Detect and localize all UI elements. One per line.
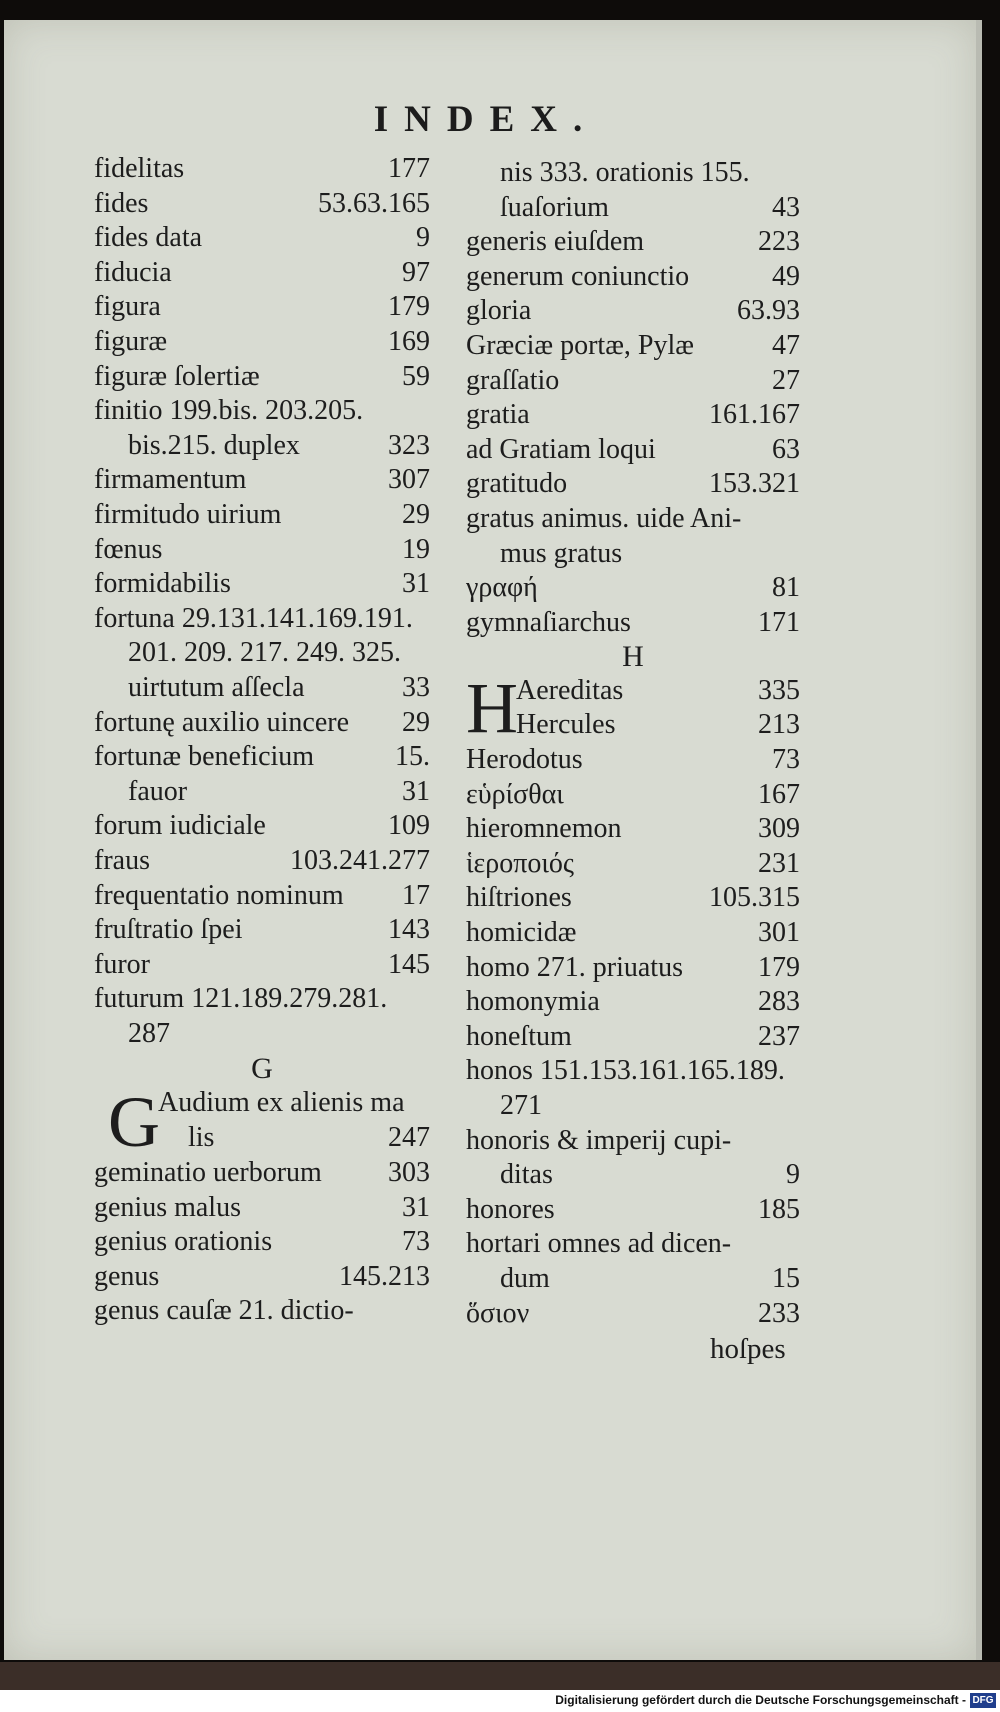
index-pages: 167: [758, 778, 800, 810]
index-entry: [466, 985, 800, 1019]
index-pages: 307: [388, 464, 430, 496]
index-entry: [466, 1193, 800, 1227]
index-entry: [94, 463, 430, 497]
index-pages: 19: [402, 533, 430, 565]
index-term: fiducia: [94, 256, 172, 288]
index-entry: [94, 325, 430, 359]
footer-text: Digitalisierung gefördert durch die Deutsche Forschungsgemeinschaft -: [555, 1693, 966, 1707]
index-pages: 171: [758, 606, 800, 638]
index-pages: 143: [388, 914, 430, 946]
index-entry: [466, 571, 800, 605]
index-entry: [500, 156, 800, 190]
index-pages: 233: [758, 1297, 800, 1329]
index-entry: [466, 881, 800, 915]
index-term: homo 271. priuatus: [466, 951, 683, 983]
index-entry: [94, 360, 430, 394]
index-pages: 309: [758, 813, 800, 845]
index-term: 201. 209. 217. 249. 325.: [128, 637, 401, 669]
index-pages: 63.93: [737, 295, 800, 327]
index-entry: [500, 1158, 800, 1192]
index-entry: [94, 1156, 430, 1190]
index-entry: [94, 740, 430, 774]
index-term: dum: [500, 1263, 550, 1294]
index-entry: [94, 567, 430, 601]
index-entry: [94, 1191, 430, 1225]
index-entry: [128, 775, 430, 809]
index-term: fraus: [94, 845, 150, 876]
index-term: finitio 199.bis. 203.205.: [94, 395, 364, 427]
index-entry: [466, 1297, 800, 1331]
index-entry: [128, 1017, 430, 1051]
index-entry: [128, 671, 430, 705]
index-term: genius orationis: [94, 1226, 273, 1258]
index-term: furor: [94, 948, 150, 980]
index-term: frequentatio nominum: [94, 879, 344, 911]
index-term: fortunę auxilio uincere: [94, 706, 350, 738]
index-entry: [128, 636, 430, 670]
index-entry: [94, 290, 430, 324]
index-pages: 335: [758, 675, 800, 706]
index-entry: [466, 467, 800, 501]
index-entry: [94, 221, 430, 255]
index-term: figura: [94, 291, 161, 323]
index-term: fidelitas: [94, 153, 185, 184]
index-entry: [466, 329, 800, 363]
dropcap-g: G: [108, 1082, 160, 1162]
index-pages: 161.167: [709, 399, 800, 431]
index-term: homicidæ: [466, 917, 577, 948]
index-pages: 31: [402, 775, 430, 807]
index-term: Aereditas: [516, 675, 624, 706]
index-term: fauor: [128, 775, 188, 807]
index-entry: [94, 498, 430, 532]
index-term: graſſatio: [466, 364, 560, 396]
index-term: hiſtriones: [466, 882, 572, 914]
index-pages: 247: [388, 1122, 430, 1153]
index-entry: [466, 606, 800, 640]
index-term: Herodotus: [466, 744, 583, 775]
index-term: fœnus: [94, 533, 163, 565]
index-term: ad Gratiam loqui: [466, 433, 656, 465]
index-pages: 33: [402, 672, 430, 703]
index-pages: 303: [388, 1157, 430, 1188]
index-pages: 231: [758, 847, 800, 879]
index-term: formidabilis: [94, 568, 231, 600]
index-term: ἱεροποιός: [466, 847, 575, 879]
index-term: futurum 121.189.279.281.: [94, 983, 388, 1015]
index-term: uirtutum aſſecla: [128, 672, 305, 703]
index-term: generis eiuſdem: [466, 226, 645, 258]
footer-bar: [0, 1690, 1000, 1712]
index-pages: 17: [402, 879, 430, 911]
index-entry: [466, 847, 800, 881]
index-pages: 63: [772, 433, 800, 465]
index-term: genius malus: [94, 1191, 241, 1223]
index-pages: 47: [772, 330, 800, 361]
index-term: fides: [94, 187, 149, 219]
index-entry: [158, 1086, 430, 1120]
index-pages: 153.321: [709, 468, 800, 500]
index-term: ditas: [500, 1159, 553, 1191]
index-pages: 15.: [395, 741, 430, 773]
index-entry: [466, 916, 800, 950]
index-pages: 223: [758, 226, 800, 258]
index-entry: [466, 1227, 800, 1261]
index-term: fortunæ beneficium: [94, 741, 315, 773]
index-entry: [94, 879, 430, 913]
index-pages: 29: [402, 706, 430, 738]
index-entry: [94, 982, 430, 1016]
dropcap-h: H: [466, 668, 518, 748]
index-term: figuræ: [94, 326, 168, 357]
index-entry: [128, 429, 430, 463]
index-entry: [188, 1121, 430, 1155]
index-entry: [94, 706, 430, 740]
index-pages: 59: [402, 360, 430, 392]
index-pages: 31: [402, 568, 430, 600]
index-entry: [94, 809, 430, 843]
index-pages: 237: [758, 1020, 800, 1052]
index-pages: 97: [402, 256, 430, 288]
index-term: bis.215. duplex: [128, 429, 300, 461]
index-pages: 213: [758, 709, 800, 740]
index-entry: [466, 260, 800, 294]
index-entry: [466, 1054, 800, 1088]
index-entry: [466, 1124, 800, 1158]
section-letter-h: H: [622, 640, 644, 673]
index-term: firmamentum: [94, 464, 247, 496]
index-entry: [94, 948, 430, 982]
index-entry: [466, 743, 800, 777]
index-entry: [94, 913, 430, 947]
index-term: Audium ex alienis ma: [158, 1087, 405, 1118]
index-term: forum iudiciale: [94, 810, 266, 842]
index-entry: [500, 1089, 800, 1123]
index-term: ſuaſorium: [500, 191, 609, 223]
index-entry: [466, 433, 800, 467]
index-entry: [94, 602, 430, 636]
index-term: fortuna 29.131.141.169.191.: [94, 602, 413, 634]
index-term: gymnaſiarchus: [466, 606, 631, 638]
index-term: firmitudo uirium: [94, 499, 282, 530]
index-entry: [466, 778, 800, 812]
index-entry: [466, 1020, 800, 1054]
index-entry: [500, 537, 800, 571]
index-pages: 31: [402, 1191, 430, 1223]
index-term: honoris & imperij cupi-: [466, 1124, 732, 1156]
index-entry: [94, 1225, 430, 1259]
index-entry: [516, 674, 800, 708]
index-term: homonymia: [466, 986, 600, 1018]
index-entry: [466, 294, 800, 328]
index-entry: [466, 812, 800, 846]
catchword: hoſpes: [710, 1333, 786, 1365]
index-pages: 145: [388, 948, 430, 980]
index-term: gratia: [466, 399, 530, 431]
index-term: gloria: [466, 295, 532, 327]
index-entry: [94, 533, 430, 567]
index-term: gratitudo: [466, 468, 568, 500]
page-edge: [0, 1662, 1000, 1690]
index-entry: [94, 152, 430, 186]
index-term: εὑρίσθαι: [466, 778, 564, 810]
index-pages: 179: [758, 951, 800, 983]
section-letter-g: G: [251, 1052, 273, 1085]
index-pages: 105.315: [709, 882, 800, 914]
index-term: hortari omnes ad dicen-: [466, 1228, 732, 1260]
index-term: 271: [500, 1090, 542, 1121]
index-pages: 177: [388, 153, 430, 184]
index-entry: [500, 1262, 800, 1296]
index-pages: 323: [388, 429, 430, 461]
index-term: genus: [94, 1260, 160, 1292]
index-term: honos 151.153.161.165.189.: [466, 1055, 785, 1087]
index-entry: [500, 191, 800, 225]
index-entry: [94, 394, 430, 428]
index-term: gratus animus. uide Ani-: [466, 503, 742, 534]
index-entry: [466, 502, 800, 536]
index-pages: 29: [402, 499, 430, 530]
index-pages: 109: [388, 810, 430, 842]
index-term: ὅσιον: [466, 1297, 530, 1329]
index-term: nis 333. orationis 155.: [500, 157, 750, 188]
index-entry: [466, 364, 800, 398]
index-entry: [94, 1294, 430, 1328]
index-pages: 27: [772, 364, 800, 396]
index-term: honeſtum: [466, 1020, 572, 1052]
index-pages: 9: [786, 1159, 800, 1191]
index-term: figuræ ſolertiæ: [94, 360, 260, 392]
index-term: γραφή: [466, 572, 538, 604]
index-term: hieromnemon: [466, 813, 622, 845]
index-term: mus gratus: [500, 537, 623, 569]
index-entry: [466, 398, 800, 432]
index-entry: [94, 187, 430, 221]
index-entry: [466, 951, 800, 985]
index-entry: [94, 1260, 430, 1294]
index-pages: 179: [388, 291, 430, 323]
index-entry: [516, 708, 800, 742]
index-pages: 145.213: [339, 1260, 430, 1292]
index-pages: 43: [772, 191, 800, 223]
index-term: honores: [466, 1193, 555, 1225]
index-term: generum coniunctio: [466, 260, 690, 292]
index-entry: [466, 225, 800, 259]
index-term: geminatio uerborum: [94, 1157, 322, 1188]
index-pages: 103.241.277: [290, 845, 430, 876]
index-pages: 81: [772, 572, 800, 604]
index-term: Græciæ portæ, Pylæ: [466, 330, 694, 361]
index-pages: 15: [772, 1263, 800, 1294]
index-term: fides data: [94, 222, 203, 254]
index-entry: [94, 844, 430, 878]
index-pages: 169: [388, 326, 430, 357]
index-entry: [94, 256, 430, 290]
index-term: genus cauſæ 21. dictio-: [94, 1295, 354, 1327]
index-pages: 9: [416, 222, 430, 254]
index-term: 287: [128, 1018, 170, 1049]
index-pages: 301: [758, 917, 800, 948]
index-pages: 283: [758, 986, 800, 1018]
index-pages: 185: [758, 1193, 800, 1225]
index-pages: 49: [772, 260, 800, 292]
page-title: INDEX.: [373, 99, 599, 140]
index-term: lis: [188, 1122, 215, 1153]
index-term: Hercules: [516, 709, 616, 740]
index-pages: 73: [772, 744, 800, 775]
index-pages: 53.63.165: [318, 187, 430, 219]
dfg-logo: DFG: [970, 1693, 996, 1708]
index-pages: 73: [402, 1226, 430, 1258]
index-term: fruſtratio ſpei: [94, 914, 243, 946]
